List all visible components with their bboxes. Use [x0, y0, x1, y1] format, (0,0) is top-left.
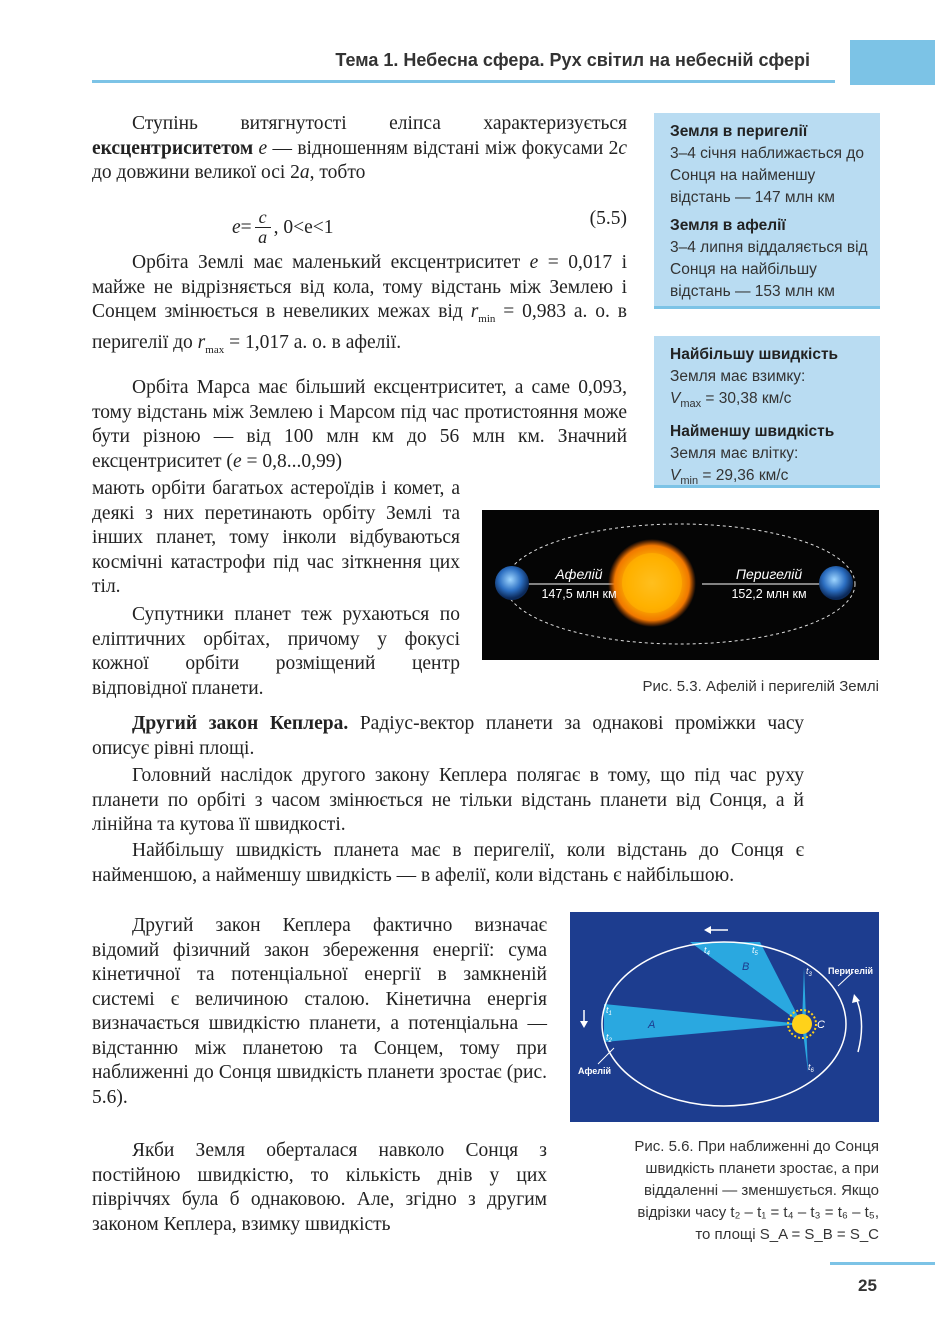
- earth-perihelion-icon: [819, 566, 853, 600]
- formula-var-e: e: [232, 216, 241, 238]
- earth-aphelion-icon: [495, 566, 529, 600]
- infobox-perihelion-aphelion: [654, 113, 880, 309]
- formula-range: , 0<e<1: [273, 216, 334, 238]
- infobox-vmin: $V_{min} = 29,36$ км/с: [670, 467, 789, 488]
- paragraph-eccentricity: Ступінь витягнутості еліпса характеризується ексцентриситетом e — відношенням відстані між фокусами 2c до довжини великої осі 2a, тобто: [92, 113, 627, 183]
- paragraph-asteroids: мають орбіти багатьох астероїдів і комет, а деякі з них перетинають орбіту Землі та інших планет, тому інколи відбуваються космічні катастрофи під час зіткнення цих тіл.: [92, 478, 460, 597]
- label-aphelion: Афелій: [578, 1066, 612, 1076]
- infobox-heading-min-speed: Найменшу швидкість: [670, 423, 835, 441]
- infobox-heading-aphelion: Земля в афелії: [670, 217, 786, 234]
- sun-icon: [792, 1014, 812, 1034]
- infobox-heading-perihelion: Земля в перигелії: [670, 123, 808, 140]
- label-perihelion: Перигелій: [828, 966, 874, 976]
- figure-aphelion-perihelion: [482, 510, 879, 660]
- label-t5: $t_5$: [752, 945, 758, 957]
- distance-perihelion: 152,2 млн км: [731, 587, 807, 601]
- figure-kepler-second-law: [570, 912, 879, 1122]
- header-rule: [92, 80, 835, 83]
- paragraph-mars-orbit: Орбіта Марса має більший ексцентриситет, а саме 0,093, тому відстань між Землею і Марсом під час протистояння може бути різною — від 100 млн км до 56 млн км. Значний ексцентриситет (e = 0,8...0,99): [92, 377, 627, 472]
- paragraph-consequence: Головний наслідок другого закону Кеплера полягає в тому, що під час руху планети по орбіті з часом змінюється не тільки відстань планети від Сонця, а й лінійна та кутова її швидкості.: [92, 765, 804, 835]
- paragraph-energy: Другий закон Кеплера фактично визначає відомий фізичний закон збереження енергії: сума кінетичної та потенціальної енергії в замкненій системі є величиною сталою. Кінетична енергія визначається швидкістю планети, а потенціальна — відстанню між планетою та Сонцем, тому при наближенні до Сонця швидкість планети зростає (рис. 5.6).: [92, 915, 547, 1108]
- label-t4: $t_4$: [704, 945, 710, 957]
- page-header-title: Тема 1. Небесна сфера. Рух світил на небесній сфері: [335, 50, 810, 70]
- formula-number: (5.5): [589, 208, 627, 229]
- distance-aphelion: 147,5 млн км: [541, 587, 617, 601]
- header-accent-block: [850, 40, 935, 85]
- paragraph-max-speed: Найбільшу швидкість планета має в перигелії, коли відстань до Сонця є найменшою, а найменшу швидкість — в афелії, коли відстань є найбільшою.: [92, 840, 804, 886]
- infobox-text-winter: Земля має взимку:: [670, 368, 806, 385]
- label-area-b: B: [742, 961, 750, 973]
- infobox-speeds: [654, 336, 880, 488]
- paragraph-earth-orbit: Орбіта Землі має маленький ексцентриситет e = 0,017 і майже не відрізняється від кола, тому відстань між Землею і Сонцем змінюється в невеликих межах від $r_{min} = 0,983$ а. о. в перигелії до $r_{max} = 1,017$ а. о. в афелії.: [92, 252, 627, 357]
- label-t6: $t_6$: [808, 1062, 814, 1074]
- paragraph-constant-speed: Якби Земля оберталася навколо Сонця з постійною швидкістю, то кількість днів у цих півріччях була б однаковою. Але, згідно з другим законом Кеплера, взимку швидкість: [92, 1140, 547, 1235]
- footer-rule: [830, 1262, 935, 1265]
- caption-fig-5-3: Рис. 5.3. Афелій і перигелій Землі: [642, 678, 879, 695]
- infobox-text-summer: Земля має влітку:: [670, 445, 799, 463]
- label-t2: $t_2$: [606, 1032, 612, 1044]
- infobox-heading-max-speed: Найбільшу швидкість: [670, 346, 839, 363]
- infobox-text-aphelion: 3–4 липня віддаляється від Сонця на найбільшу відстань — 153 млн км: [670, 239, 868, 300]
- label-perihelion: Перигелій: [735, 566, 803, 582]
- label-t1: $t_1$: [606, 1005, 612, 1017]
- caption-fig-5-6: Рис. 5.6. При наближенні до Сонця швидкість планети зростає, а при віддаленні — зменшується. Якщо відрізки часу t₂ – t₁ = t₄ – t₃ = t₆ – t₅, то площі S_A = S_B = S_C: [634, 1138, 879, 1243]
- label-aphelion: Афелій: [555, 566, 603, 582]
- label-area-a: A: [648, 1019, 656, 1031]
- page-number: 25: [858, 1276, 877, 1295]
- paragraph-satellites: Супутники планет теж рухаються по еліптичних орбітах, причому у фокусі кожної орбіти розміщений центр відповідної планети.: [92, 604, 460, 699]
- paragraph-second-law: Другий закон Кеплера. Радіус-вектор планети за однакові проміжки часу описує рівні площі.: [92, 713, 804, 759]
- infobox-text-perihelion: 3–4 січня наближається до Сонця на найменшу відстань — 147 млн км: [670, 145, 864, 206]
- infobox-vmax: $V_{max} = 30,38$ км/с: [670, 390, 792, 411]
- label-t3: $t_3$: [806, 966, 812, 978]
- formula-eccentricity: e = $\frac{c}{a}$ , 0<e<1 (5.5): [232, 207, 627, 247]
- label-c: C: [817, 1019, 825, 1031]
- formula-fraction: $\frac{c}{a}$: [255, 208, 271, 247]
